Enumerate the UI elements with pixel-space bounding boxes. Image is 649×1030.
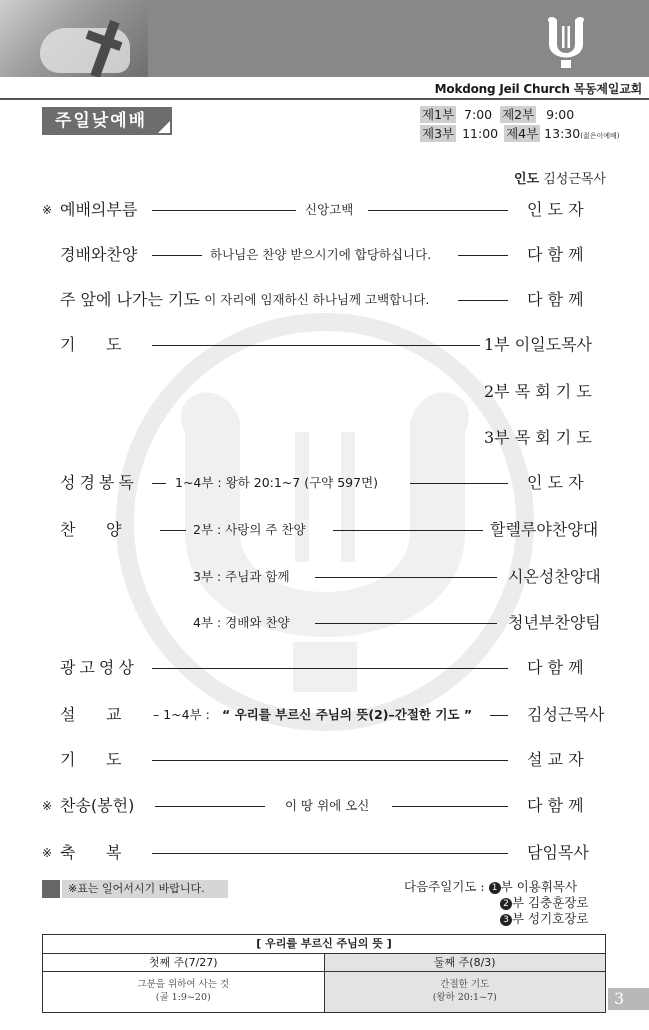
order-role: 1부 이일도목사 [484,335,593,354]
leader-label: 인도 [513,172,540,187]
sermon-range: – 1~4부 : [153,707,210,722]
page-number: 3 [608,988,649,1010]
order-row [0,426,649,450]
order-role: 인 도 자 [527,473,584,492]
order-row [0,703,649,727]
schedule-time: 11:00 [462,126,499,141]
order-role: 3부 목 회 기 도 [484,428,592,447]
sermon-title: “ 우리를 부르신 주님의 뜻(2)–간절한 기도 ” [222,707,473,722]
order-content: 4부 : 경배와 찬양 [193,615,290,630]
church-name: Mokdong Jeil Church 목동제일교회 [434,82,642,96]
schedule-note: (젊은이예배) [580,132,620,140]
schedule-time: 9:00 [546,107,575,122]
order-label: 예배의부름 [60,200,138,219]
schedule-label: 제1부 [422,107,455,122]
order-label: 주 앞에 나가는 기도 [60,290,199,309]
order-role: 김성근목사 [527,705,605,724]
order-row [0,565,649,589]
order-row [0,518,649,542]
schedule-row-2 [420,124,619,142]
order-role: 다 함 께 [527,796,584,815]
order-row [0,333,649,357]
order-row [0,471,649,495]
header-photo [0,0,148,77]
order-label: 기 도 [60,335,122,354]
series-topic: 간절한 기도 [440,979,490,990]
order-row [0,611,649,635]
order-label: 축 복 [60,843,122,862]
schedule-time: 13:30 [544,126,581,141]
series-ref: (왕하 20:1~7) [432,992,497,1003]
order-row [0,243,649,267]
order-label: 경배와찬양 [60,245,138,264]
sermon-series-table [42,934,606,1013]
order-content: 이 땅 위에 오신 [285,798,370,813]
order-label: 광고영상 [60,658,138,677]
schedule-label: 제2부 [502,107,535,122]
lyre-logo-icon [543,14,589,70]
order-label: 성경봉독 [60,473,138,492]
order-content: 하나님은 찬양 받으시기에 합당하십니다. [210,247,432,262]
order-row [0,656,649,680]
order-label: 찬송(봉헌) [60,796,135,815]
series-title: [ 우리를 부르신 주님의 뜻 ] [43,935,605,954]
number-badge: 2 [500,898,512,910]
number-badge: 3 [500,914,512,926]
series-ref: (골 1:9~20) [155,992,211,1003]
schedule-time: 7:00 [464,107,493,122]
order-label: 설 교 [60,705,122,724]
service-title-box [42,107,172,135]
order-content: – 이 자리에 임재하신 하나님께 고백합니다. [194,292,430,307]
series-week: 첫째 주(7/27) [43,954,324,972]
order-row [0,380,649,404]
next-prayer [404,879,608,927]
stand-mark: ※ [42,799,53,813]
order-row [0,841,649,865]
series-week: 둘째 주(8/3) [325,954,606,972]
order-role: 다 함 께 [527,290,584,309]
order-role: 인 도 자 [527,200,584,219]
series-topic: 그분을 위하여 사는 것 [137,979,230,990]
leader-name: 김성근목사 [543,172,606,187]
note-marker [42,880,60,898]
order-role: 할렐루야찬양대 [490,520,599,539]
number-badge: 1 [489,882,501,894]
order-role: 설 교 자 [527,750,584,769]
order-role: 청년부찬양팀 [508,613,601,632]
order-content: 3부 : 주님과 함께 [193,569,290,584]
service-title: 주일낮예배 [54,111,148,131]
order-row [0,288,649,312]
order-role: 2부 목 회 기 도 [484,382,592,401]
schedule-row-1 [420,105,580,123]
service-leader [480,168,606,187]
series-cell [325,972,606,1012]
divider [0,98,649,100]
order-row [0,748,649,772]
order-role: 다 함 께 [527,658,584,677]
next-prayer-item: 부 이용휘목사 [500,879,578,894]
order-content: 1~4부 : 왕하 20:1~7 (구약 597면) [175,475,379,490]
standing-note: ※표는 일어서시기 바랍니다. [62,880,228,898]
schedule-label: 제3부 [422,126,455,141]
order-role: 다 함 께 [527,245,584,264]
next-prayer-label: 다음주일기도 : [404,879,485,894]
order-role: 담임목사 [527,843,589,862]
stand-mark: ※ [42,846,53,860]
order-label: 기 도 [60,750,122,769]
order-content: 2부 : 사랑의 주 찬양 [193,522,306,537]
order-row [0,794,649,818]
stand-mark: ※ [42,203,53,217]
order-content: 신앙고백 [305,202,354,217]
schedule-label: 제4부 [506,126,539,141]
series-cell [43,972,324,1012]
next-prayer-item: 부 김충훈장로 [512,895,589,910]
order-row [0,198,649,222]
order-role: 시온성찬양대 [508,567,601,586]
next-prayer-item: 부 성기호장로 [512,911,589,926]
order-label: 찬 양 [60,520,122,539]
